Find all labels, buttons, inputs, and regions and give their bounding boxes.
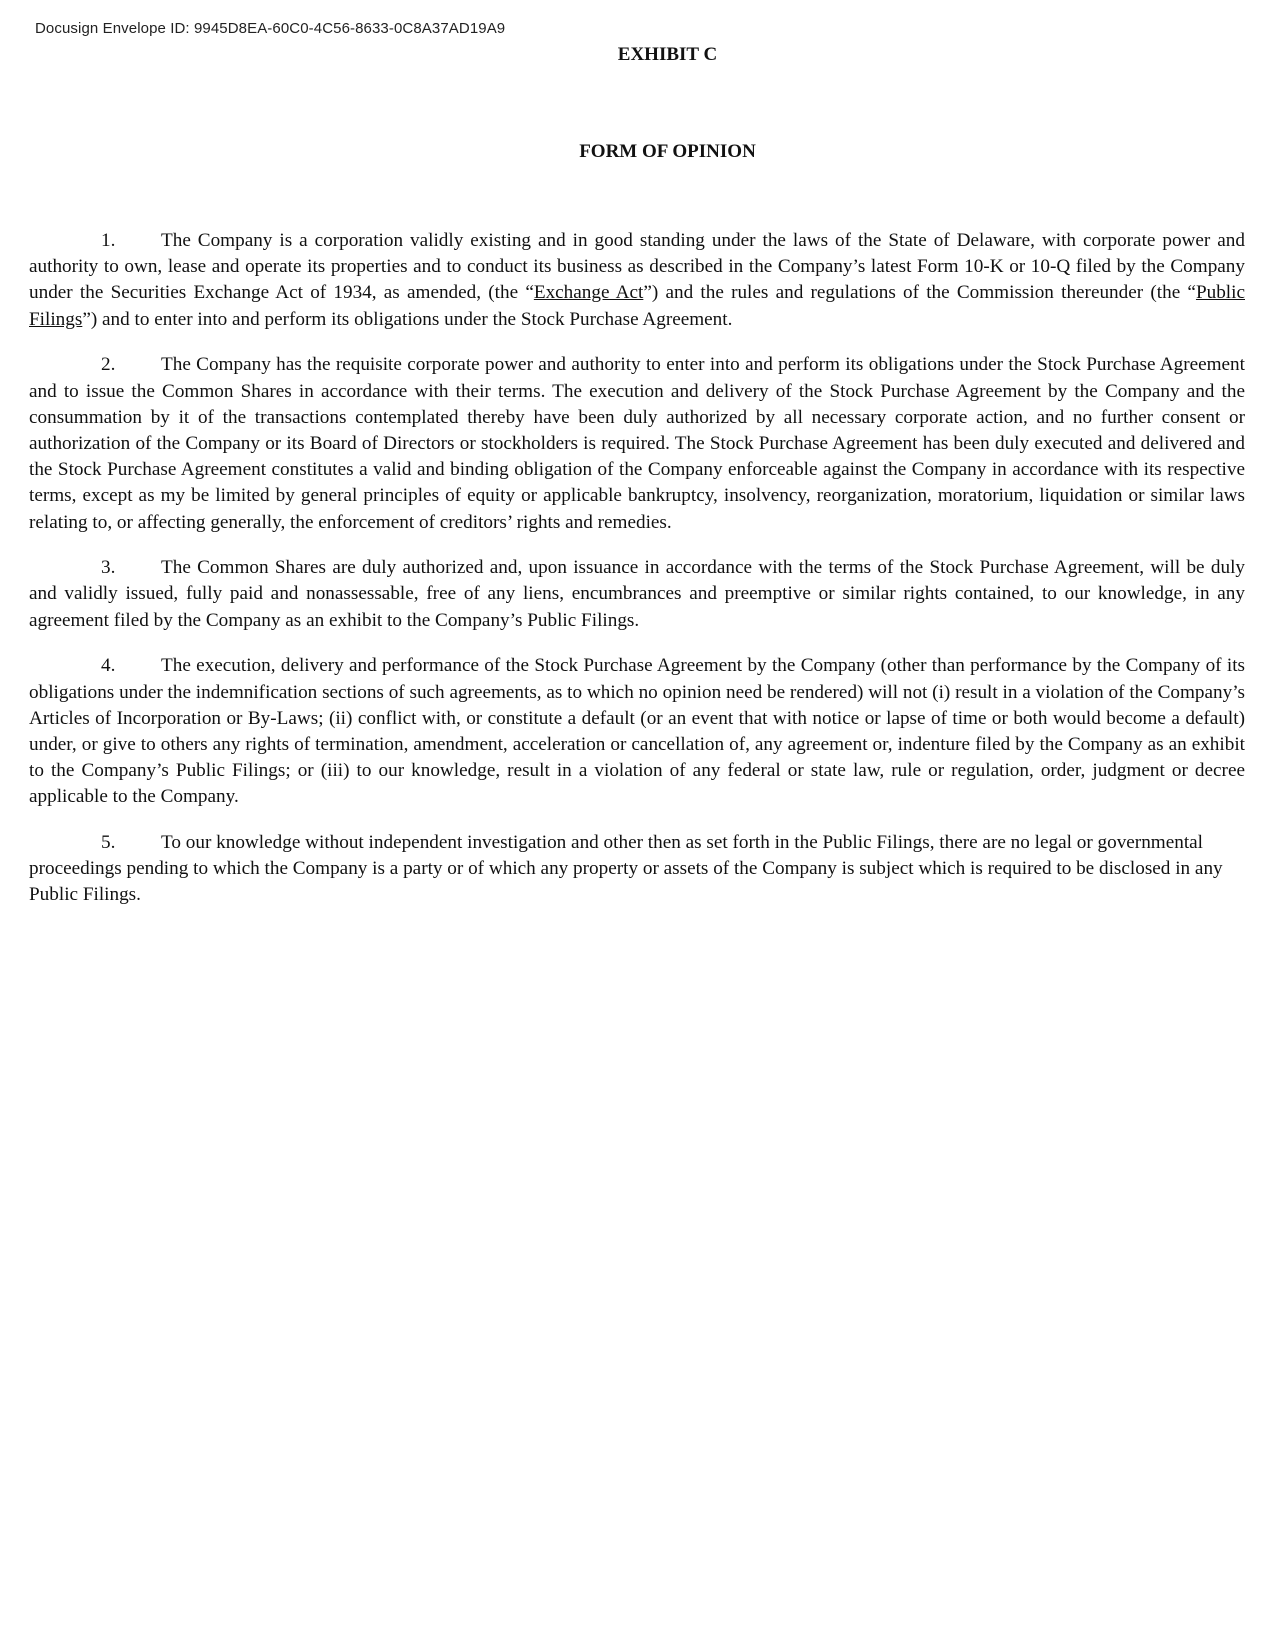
paragraph-text: The Common Shares are duly authorized and, upon issuance in accordance with the terms of the Stock Purchase Agreement, will be duly and validly issued, fully paid and nonassessable, free of any liens, encumbrances and preemptive or similar rights contained, to our knowledge, in any agreement filed by the Company as an exhibit to the Company’s Public Filings. [29, 557, 1245, 631]
paragraph-text: To our knowledge without independent investigation and other then as set forth in the Public Filings, there are no legal or governmental proceedings pending to which the Company is a party or of which any property or assets of the Company is subject which is required to be disclosed in any Public Filings. [29, 832, 1223, 906]
exhibit-heading: EXHIBIT C [617, 44, 718, 65]
opinion-body [29, 228, 1245, 928]
defined-term-public-filings: Public Filings [29, 282, 1245, 330]
paragraph-number: 1. [101, 230, 116, 251]
paragraph-1 [29, 228, 1245, 333]
paragraph-number: 3. [101, 557, 116, 579]
document-title: FORM OF OPINION [579, 141, 756, 162]
paragraph-text: ”) and the rules and regulations of the Commission thereunder (the “ [643, 282, 1196, 304]
paragraph-3 [29, 555, 1245, 634]
paragraph-2 [29, 352, 1245, 535]
paragraph-text: The Company is a corporation validly existing and in good standing under the laws of the State of Delaware, with corporate power and authority to own, lease and operate its properties and to conduct its business as described in the Company’s latest Form 10-K or 10-Q filed by the Company under the Securities Exchange Act of 1934, as amended, (the “ [29, 230, 1245, 304]
paragraph-number: 4. [101, 655, 116, 677]
paragraph-text: The Company has the requisite corporate power and authority to enter into and perform its obligations under the Stock Purchase Agreement and to issue the Common Shares in accordance with their terms. The execution and delivery of the Stock Purchase Agreement by the Company and the consummation by it of the transactions contemplated thereby have been duly authorized by all necessary corporate action, and no further consent or authorization of the Company or its Board of Directors or stockholders is required. The Stock Purchase Agreement has been duly executed and delivered and the Stock Purchase Agreement constitutes a valid and binding obligation of the Company enforceable against the Company in accordance with its respective terms, except as my be limited by general principles of equity or applicable bankruptcy, insolvency, reorganization, moratorium, liquidation or similar laws relating to, or affecting generally, the enforcement of creditors’ rights and remedies. [29, 354, 1245, 533]
docusign-envelope-id: Docusign Envelope ID: 9945D8EA-60C0-4C56-8633-0C8A37AD19A9 [35, 20, 506, 37]
defined-term-exchange-act: Exchange Act [533, 282, 644, 304]
paragraph-5 [29, 830, 1245, 909]
paragraph-text: The execution, delivery and performance of the Stock Purchase Agreement by the Company (other than performance by the Company of its obligations under the indemnification sections of such agreements, as to which no opinion need be rendered) will not (i) result in a violation of the Company’s Articles of Incorporation or By-Laws; (ii) conflict with, or constitute a default (or an event that with notice or lapse of time or both would become a default) under, or give to others any rights of termination, amendment, acceleration or cancellation of, any agreement or, indenture filed by the Company as an exhibit to the Company’s Public Filings; or (iii) to our knowledge, result in a violation of any federal or state law, rule or regulation, order, judgment or decree applicable to the Company. [29, 655, 1245, 808]
paragraph-4 [29, 653, 1245, 810]
paragraph-number: 2. [101, 354, 116, 376]
paragraph-number: 5. [101, 832, 116, 854]
paragraph-text: ”) and to enter into and perform its obligations under the Stock Purchase Agreement. [82, 308, 733, 330]
